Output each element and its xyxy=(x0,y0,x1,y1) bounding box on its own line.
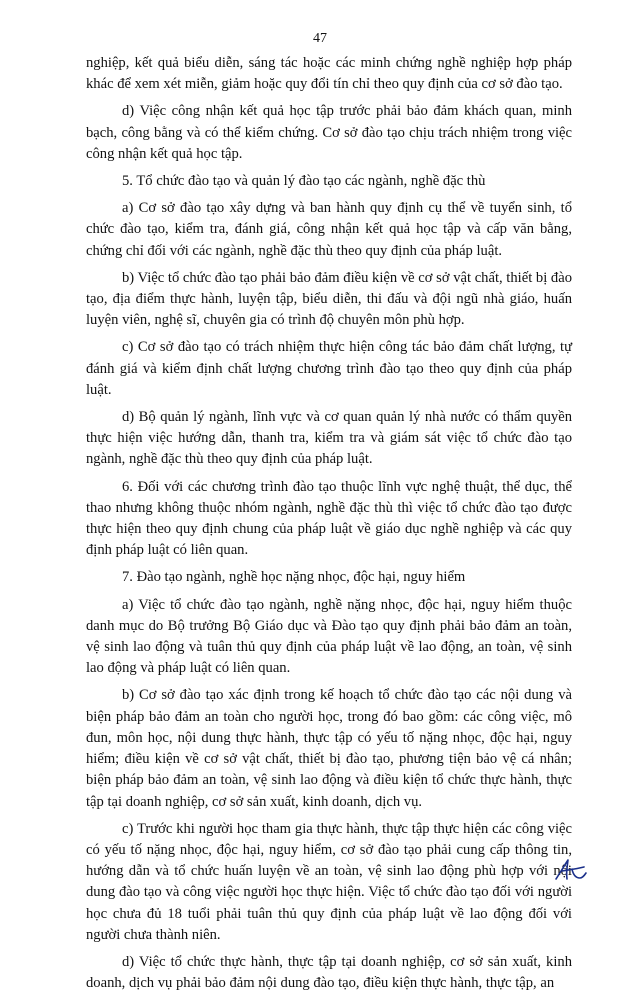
handwritten-initial-mark xyxy=(550,857,590,883)
paragraph-5d: d) Bộ quản lý ngành, lĩnh vực và cơ quan quản lý nhà nước có thẩm quyền thực hiện việc hướng dẫn, thanh tra, kiểm tra và giám sát việc tổ chức đào tạo ngành, nghề đặc thù theo quy định của pháp luật. xyxy=(86,409,572,468)
paragraph-7b: b) Cơ sở đào tạo xác định trong kế hoạch tổ chức đào tạo các nội dung và biện pháp bảo đảm an toàn cho người học, trong đó bao gồm: các công việc, mô đun, môn học, nội dung thực hành, thực tập có yếu tố nặng nhọc, độc hại, nguy hiểm; điều kiện về cơ sở vật chất, thiết bị đào tạo, phương tiện bảo vệ cá nhân; biện pháp bảo đảm an toàn, vệ sinh lao động và điều kiện tổ chức thực hành, thực tập tại doanh nghiệp, cơ sở sản xuất, kinh doanh, dịch vụ. xyxy=(86,687,572,810)
section-5-heading: 5. Tổ chức đào tạo và quản lý đào tạo các ngành, nghề đặc thù xyxy=(122,173,486,190)
body-text xyxy=(86,53,572,1000)
paragraph-7a: a) Việc tổ chức đào tạo ngành, nghề nặng nhọc, độc hại, nguy hiểm thuộc danh mục do Bộ trưởng Bộ Giáo dục và Đào tạo quy định phải bảo đảm an toàn, vệ sinh lao động và tuân thủ quy định của pháp luật về lao động, an toàn, vệ sinh lao động và pháp luật có liên quan. xyxy=(86,596,572,677)
paragraph-continued: nghiệp, kết quả biểu diễn, sáng tác hoặc các minh chứng nghề nghiệp hợp pháp khác để xem xét miễn, giảm hoặc quy đổi tín chỉ theo quy định của cơ sở đào tạo. xyxy=(86,55,572,93)
paragraph-5b: b) Việc tổ chức đào tạo phải bảo đảm điều kiện về cơ sở vật chất, thiết bị đào tạo, địa điểm thực hành, luyện tập, biểu diễn, thi đấu và đội ngũ nhà giáo, huấn luyện viên, nghệ sĩ, chuyên gia có trình độ chuyên môn phù hợp. xyxy=(86,269,572,329)
paragraph-4d: d) Việc công nhận kết quả học tập trước phải bảo đảm khách quan, minh bạch, công bằng và có thể kiểm chứng. Cơ sở đào tạo chịu trách nhiệm trong việc công nhận kết quả học tập. xyxy=(86,103,572,162)
paragraph-5a: a) Cơ sở đào tạo xây dựng và ban hành quy định cụ thể về tuyển sinh, tổ chức đào tạo, kiểm tra, đánh giá, công nhận kết quả học tập và cấp văn bằng, chứng chỉ đối với các ngành, nghề đặc thù theo quy định của pháp luật. xyxy=(86,200,572,259)
section-7-heading: 7. Đào tạo ngành, nghề học nặng nhọc, độc hại, nguy hiểm xyxy=(122,569,466,586)
paragraph-7d: d) Việc tổ chức thực hành, thực tập tại doanh nghiệp, cơ sở sản xuất, kinh doanh, dịch vụ phải bảo đảm nội dung đào tạo, điều kiện thực hành, thực tập, an xyxy=(86,953,572,992)
paragraph-5c: c) Cơ sở đào tạo có trách nhiệm thực hiện công tác bảo đảm chất lượng, tự đánh giá và kiểm định chất lượng chương trình đào tạo theo quy định của pháp luật. xyxy=(86,339,572,398)
paragraph-7c: c) Trước khi người học tham gia thực hành, thực tập thực hiện các công việc có yếu tố nặng nhọc, độc hại, nguy hiểm, cơ sở đào tạo phải cung cấp thông tin, hướng dẫn và tổ chức huấn luyện về an toàn, vệ sinh lao động phù hợp với nội dung đào tạo và công việc người học thực hiện. Việc tổ chức đào tạo đối với người học chưa đủ 18 tuổi phải tuân thủ quy định của pháp luật về lao động đối với người chưa thành niên. xyxy=(86,820,572,943)
section-6-paragraph: 6. Đối với các chương trình đào tạo thuộc lĩnh vực nghệ thuật, thể dục, thể thao nhưng không thuộc nhóm ngành, nghề đặc thù thì việc tổ chức đào tạo được thực hiện theo quy định chung của pháp luật về giáo dục nghề nghiệp và các quy định pháp luật có liên quan. xyxy=(86,478,572,559)
page-number: 47 xyxy=(313,31,327,46)
